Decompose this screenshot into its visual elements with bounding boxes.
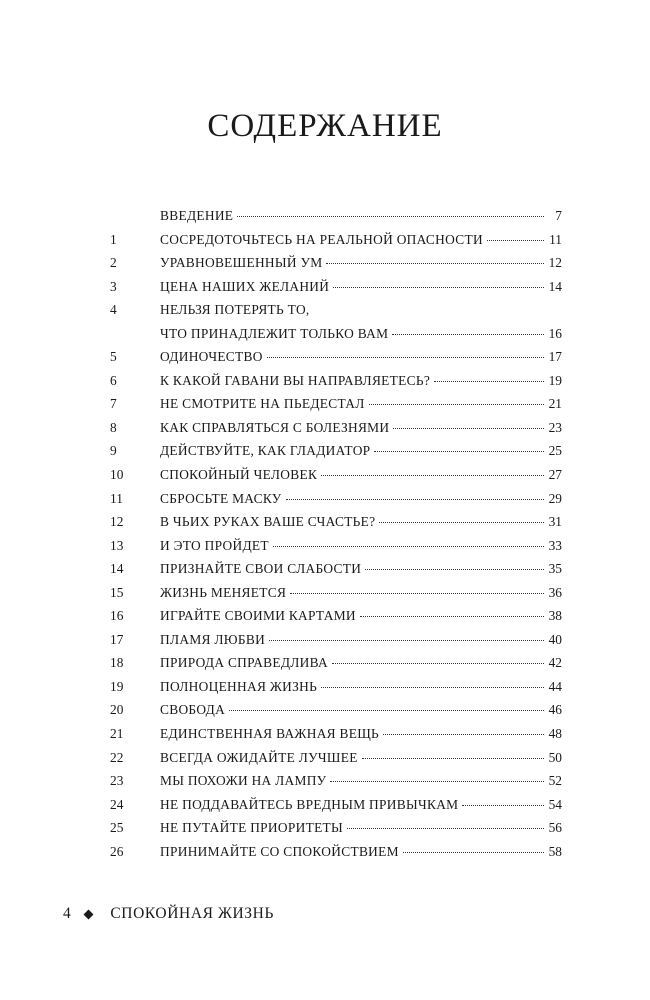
- toc-page: 35: [548, 561, 562, 577]
- toc-page: 14: [548, 278, 562, 294]
- toc-entry-3[interactable]: [110, 275, 562, 299]
- toc-title: КАК СПРАВЛЯТЬСЯ С БОЛЕЗНЯМИ: [160, 419, 390, 435]
- toc-line: [160, 204, 562, 228]
- dot-leader: [237, 206, 544, 217]
- toc-number: 17: [110, 631, 124, 647]
- dot-leader: [383, 724, 544, 735]
- toc-number: 24: [110, 796, 124, 812]
- toc-title: ЕДИНСТВЕННАЯ ВАЖНАЯ ВЕЩЬ: [160, 726, 380, 742]
- dot-leader: [365, 559, 544, 570]
- toc-title: И ЭТО ПРОЙДЕТ: [160, 537, 269, 553]
- toc-number: 14: [110, 561, 124, 577]
- toc-line: [160, 439, 562, 463]
- toc-entry-4[interactable]: [110, 298, 562, 345]
- dot-leader: [487, 230, 544, 241]
- toc-page: 16: [548, 325, 562, 341]
- toc-title: ЦЕНА НАШИХ ЖЕЛАНИЙ: [160, 278, 330, 294]
- dot-leader: [321, 677, 544, 688]
- toc-line: [160, 251, 562, 275]
- dot-leader: [379, 512, 544, 523]
- dot-leader: [362, 748, 544, 759]
- toc-entry-5[interactable]: [110, 345, 562, 369]
- toc-line: [160, 651, 562, 675]
- toc-entry-13[interactable]: [110, 534, 562, 558]
- toc-entry-intro[interactable]: [110, 204, 562, 228]
- toc-line: [160, 534, 562, 558]
- toc-page: 29: [548, 490, 562, 506]
- toc-line: [160, 746, 562, 770]
- footer-book-title: СПОКОЙНАЯ ЖИЗНЬ: [110, 905, 274, 922]
- toc-number: 18: [110, 655, 124, 671]
- toc-title: НЕ СМОТРИТЕ НА ПЬЕДЕСТАЛ: [160, 396, 365, 412]
- page-title: СОДЕРЖАНИЕ: [207, 108, 443, 144]
- toc-number: 13: [110, 537, 124, 553]
- toc-number: 10: [110, 467, 124, 483]
- toc-page: 50: [548, 749, 562, 765]
- toc-entry-20[interactable]: [110, 698, 562, 722]
- toc-line: [160, 604, 562, 628]
- toc-page: 31: [548, 514, 562, 530]
- dot-leader: [290, 583, 544, 594]
- toc-entry-10[interactable]: [110, 463, 562, 487]
- toc-number: 15: [110, 584, 124, 600]
- toc-line: [160, 510, 562, 534]
- toc-title: ПРИРОДА СПРАВЕДЛИВА: [160, 655, 329, 671]
- dot-leader: [403, 842, 544, 853]
- toc-page: 11: [549, 231, 562, 247]
- dot-leader: [360, 606, 544, 617]
- dot-leader: [330, 771, 544, 782]
- toc-title: ПРИНИМАЙТЕ СО СПОКОЙСТВИЕМ: [160, 843, 399, 859]
- dot-leader: [462, 795, 544, 806]
- toc-line: [160, 463, 562, 487]
- toc-line: [160, 698, 562, 722]
- toc-entry-12[interactable]: [110, 510, 562, 534]
- toc-line: [160, 840, 562, 864]
- toc-entry-11[interactable]: [110, 487, 562, 511]
- toc-page: 17: [548, 349, 562, 365]
- toc-page: 44: [548, 678, 562, 694]
- toc-entry-2[interactable]: [110, 251, 562, 275]
- toc-number: 5: [110, 349, 117, 365]
- toc-title: К КАКОЙ ГАВАНИ ВЫ НАПРАВЛЯЕТЕСЬ?: [160, 372, 431, 388]
- toc-title: В ЧЬИХ РУКАХ ВАШЕ СЧАСТЬЕ?: [160, 514, 376, 530]
- toc-number: 11: [110, 490, 123, 506]
- toc-entry-24[interactable]: [110, 793, 562, 817]
- toc-entry-1[interactable]: [110, 228, 562, 252]
- toc-title: ЖИЗНЬ МЕНЯЕТСЯ: [160, 584, 287, 600]
- dot-leader: [393, 418, 544, 429]
- toc-entry-26[interactable]: [110, 840, 562, 864]
- toc-title: ОДИНОЧЕСТВО: [160, 349, 263, 365]
- toc-title: СВОБОДА: [160, 702, 226, 718]
- toc-title: СОСРЕДОТОЧЬТЕСЬ НА РЕАЛЬНОЙ ОПАСНОСТИ: [160, 231, 483, 247]
- dot-leader: [267, 347, 544, 358]
- toc-page: 54: [548, 796, 562, 812]
- toc-line: [160, 581, 562, 605]
- toc-number: 2: [110, 255, 117, 271]
- toc-number: 25: [110, 820, 124, 836]
- dot-leader: [347, 818, 544, 829]
- toc-page: 19: [548, 372, 562, 388]
- toc-page: 21: [548, 396, 562, 412]
- toc-page: 27: [548, 467, 562, 483]
- toc-title: МЫ ПОХОЖИ НА ЛАМПУ: [160, 773, 327, 789]
- toc-title: ВВЕДЕНИЕ: [160, 208, 234, 223]
- toc-page: 25: [548, 443, 562, 459]
- dot-leader: [333, 277, 544, 288]
- toc-page: 58: [548, 843, 562, 859]
- toc-title: НЕ ПУТАЙТЕ ПРИОРИТЕТЫ: [160, 820, 343, 836]
- toc-number: 23: [110, 773, 124, 789]
- table-of-contents: [110, 204, 562, 863]
- toc-line: [160, 816, 562, 840]
- toc-number: 8: [110, 419, 117, 435]
- toc-title: ПОЛНОЦЕННАЯ ЖИЗНЬ: [160, 678, 318, 694]
- dot-leader: [321, 465, 544, 476]
- toc-line: [160, 275, 562, 299]
- toc-line: [160, 769, 562, 793]
- toc-title: НЕ ПОДДАВАЙТЕСЬ ВРЕДНЫМ ПРИВЫЧКАМ: [160, 796, 459, 812]
- toc-title: ДЕЙСТВУЙТЕ, КАК ГЛАДИАТОР: [160, 443, 371, 459]
- toc-entry-7[interactable]: [110, 392, 562, 416]
- toc-page: 42: [548, 655, 562, 671]
- toc-title: СПОКОЙНЫЙ ЧЕЛОВЕК: [160, 467, 318, 483]
- toc-page: 7: [555, 208, 562, 223]
- toc-line: [160, 416, 562, 440]
- dot-leader: [269, 630, 544, 641]
- toc-entry-23[interactable]: [110, 769, 562, 793]
- toc-page: 12: [548, 255, 562, 271]
- dot-leader: [392, 324, 544, 335]
- dot-leader: [229, 700, 544, 711]
- toc-entry-18[interactable]: [110, 651, 562, 675]
- toc-line: [160, 322, 562, 346]
- toc-entry-6[interactable]: [110, 369, 562, 393]
- toc-entry-19[interactable]: [110, 675, 562, 699]
- toc-line: [160, 628, 562, 652]
- toc-title: ПЛАМЯ ЛЮБВИ: [160, 631, 266, 647]
- toc-page: 40: [548, 631, 562, 647]
- dot-leader: [286, 489, 544, 500]
- toc-number: 26: [110, 843, 124, 859]
- dot-leader: [374, 441, 544, 452]
- toc-title: УРАВНОВЕШЕННЫЙ УМ: [160, 255, 323, 271]
- toc-page: 23: [548, 419, 562, 435]
- toc-entry-15[interactable]: [110, 581, 562, 605]
- dot-leader: [273, 536, 544, 547]
- toc-line: [160, 487, 562, 511]
- toc-page: 38: [548, 608, 562, 624]
- toc-title: ВСЕГДА ОЖИДАЙТЕ ЛУЧШЕЕ: [160, 749, 358, 765]
- toc-entry-14[interactable]: [110, 557, 562, 581]
- toc-line: [160, 369, 562, 393]
- toc-number: 7: [110, 396, 117, 412]
- toc-number: 20: [110, 702, 124, 718]
- dot-leader: [332, 653, 544, 664]
- toc-line: [160, 675, 562, 699]
- toc-page: 56: [548, 820, 562, 836]
- dot-leader: [326, 253, 544, 264]
- toc-line: [160, 557, 562, 581]
- toc-entry-17[interactable]: [110, 628, 562, 652]
- running-footer: [63, 905, 274, 923]
- footer-page-number: 4: [63, 905, 72, 922]
- toc-line: [160, 793, 562, 817]
- toc-number: 1: [110, 231, 117, 247]
- toc-page: 48: [548, 726, 562, 742]
- toc-entry-22[interactable]: [110, 746, 562, 770]
- toc-entry-21[interactable]: [110, 722, 562, 746]
- toc-entry-8[interactable]: [110, 416, 562, 440]
- toc-number: 22: [110, 749, 124, 765]
- toc-number: 6: [110, 372, 117, 388]
- toc-title-line1: НЕЛЬЗЯ ПОТЕРЯТЬ ТО,: [160, 302, 310, 318]
- toc-number: 12: [110, 514, 124, 530]
- toc-page: 36: [548, 584, 562, 600]
- toc-page: 33: [548, 537, 562, 553]
- toc-line: [160, 345, 562, 369]
- toc-number: 4: [110, 302, 117, 318]
- toc-number: 16: [110, 608, 124, 624]
- toc-page: 46: [548, 702, 562, 718]
- toc-number: 19: [110, 678, 124, 694]
- dot-leader: [434, 371, 544, 382]
- toc-line: [160, 228, 562, 252]
- toc-line: [160, 298, 310, 322]
- toc-number: 3: [110, 278, 117, 294]
- toc-line: [160, 722, 562, 746]
- toc-number: 21: [110, 726, 124, 742]
- toc-number: 9: [110, 443, 117, 459]
- toc-page: 52: [548, 773, 562, 789]
- dot-leader: [369, 394, 544, 405]
- toc-title-line2: ЧТО ПРИНАДЛЕЖИТ ТОЛЬКО ВАМ: [160, 325, 389, 341]
- toc-title: ИГРАЙТЕ СВОИМИ КАРТАМИ: [160, 608, 356, 624]
- toc-line: [160, 392, 562, 416]
- toc-title: СБРОСЬТЕ МАСКУ: [160, 490, 282, 506]
- diamond-ornament-icon: [84, 909, 94, 919]
- toc-entry-16[interactable]: [110, 604, 562, 628]
- toc-entry-9[interactable]: [110, 439, 562, 463]
- toc-title: ПРИЗНАЙТЕ СВОИ СЛАБОСТИ: [160, 561, 362, 577]
- toc-entry-25[interactable]: [110, 816, 562, 840]
